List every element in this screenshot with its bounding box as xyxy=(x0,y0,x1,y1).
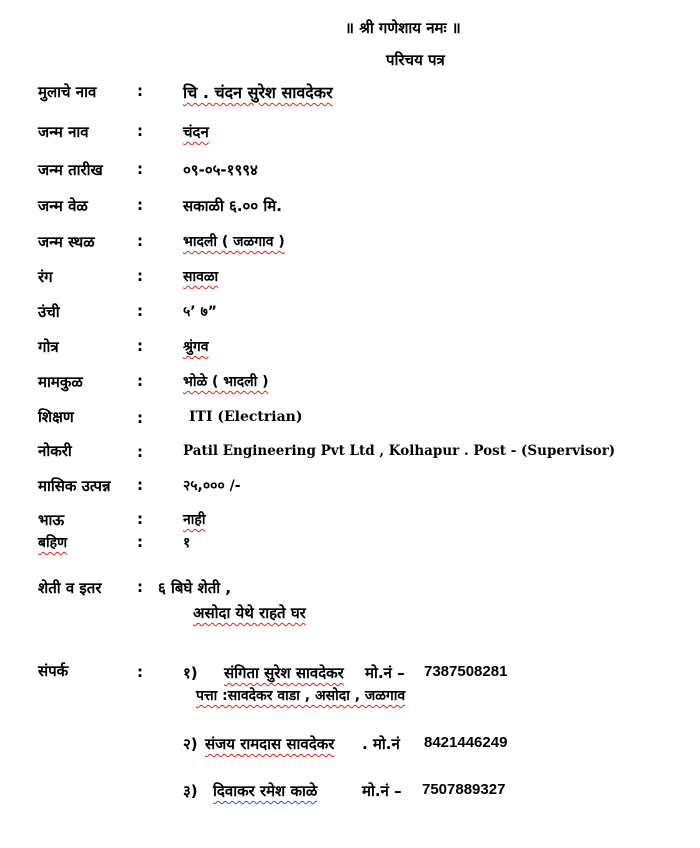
contact-3-number: ३) xyxy=(183,782,198,800)
sister-label xyxy=(38,533,67,552)
mamkul-value xyxy=(183,372,269,391)
colon: : xyxy=(137,267,143,285)
property-line2 xyxy=(193,603,306,623)
contact-1-address xyxy=(196,686,405,705)
birth-name-label: जन्म नाव xyxy=(38,123,89,141)
colon: : xyxy=(137,337,143,355)
sister-value: १ xyxy=(183,535,191,551)
property-line2-text: असोदा येथे राहते घर xyxy=(193,604,306,622)
brother-text: नाही xyxy=(183,512,206,528)
contact-1-phone: 7387508281 xyxy=(424,663,508,680)
colon: : xyxy=(137,510,143,528)
colon: : xyxy=(137,533,143,551)
contact-3-mobile-label: मो.नं – xyxy=(362,782,402,800)
contact-2-number: २) xyxy=(183,735,198,753)
income-label: मासिक उत्पन्न xyxy=(38,477,111,495)
birth-name-text: चंदन xyxy=(183,123,209,141)
job-label: नोकरी xyxy=(38,442,72,460)
colon: : xyxy=(137,409,143,427)
contact-2-mobile-label: . मो.नं xyxy=(362,735,400,753)
name-value xyxy=(183,81,333,103)
brother-value xyxy=(183,510,205,529)
birth-name-value xyxy=(183,122,209,142)
complexion-text: सावळा xyxy=(183,269,219,285)
income-value: २५,००० /- xyxy=(183,478,241,494)
name-label: मुलाचे नाव xyxy=(38,83,97,101)
education-label: शिक्षण xyxy=(38,408,74,426)
height-value: ५’ ७” xyxy=(183,304,217,320)
contact-3-phone: 7507889327 xyxy=(422,781,506,798)
property-line1: ६ बिघे शेती , xyxy=(158,579,232,597)
contact-2-name xyxy=(205,734,334,754)
gotra-text: श्रुंगव xyxy=(183,339,209,355)
name-text: चि . चंदन सुरेश सावदेकर xyxy=(183,83,333,102)
gotra-label: गोत्र xyxy=(38,338,59,356)
colon: : xyxy=(137,372,143,390)
birth-place-text: भादली ( जळगाव ) xyxy=(183,234,285,250)
height-label: उंची xyxy=(38,303,60,321)
colon: : xyxy=(137,160,143,178)
property-label: शेती व इतर xyxy=(38,579,102,597)
contact-3-name-text: दिवाकर रमेश काळे xyxy=(213,782,318,800)
education-value: ITI (Electrian) xyxy=(189,409,303,425)
sister-label-text: बहिण xyxy=(38,535,68,551)
contact-1-number: १) xyxy=(183,664,198,682)
complexion-label: रंग xyxy=(38,268,53,286)
invocation-heading: ॥ श्री गणेशाय नमः ॥ xyxy=(345,19,461,37)
birth-place-label: जन्म स्थळ xyxy=(38,233,95,251)
mamkul-label: मामकुळ xyxy=(38,373,83,391)
birth-time-value: सकाळी ६.०० मि. xyxy=(183,197,282,215)
contact-2-phone: 8421446249 xyxy=(424,734,508,751)
colon: : xyxy=(137,122,143,140)
contact-2-name-text: संजय रामदास सावदेकर xyxy=(205,735,335,753)
mamkul-text: भोळे ( भादली ) xyxy=(183,374,269,390)
contact-1-name xyxy=(224,663,344,683)
contact-1-name-text: संगिता सुरेश सावदेकर xyxy=(224,664,344,682)
contact-1-mobile-label: मो.नं – xyxy=(365,664,405,682)
document-title: परिचय पत्र xyxy=(386,51,445,69)
birth-place-value xyxy=(183,232,285,251)
colon: : xyxy=(137,302,143,320)
colon: : xyxy=(137,196,143,214)
colon: : xyxy=(137,443,143,461)
birth-date-label: जन्म तारीख xyxy=(38,161,103,179)
colon: : xyxy=(137,476,143,494)
colon: : xyxy=(137,82,143,100)
complexion-value xyxy=(183,267,218,286)
job-value: Patil Engineering Pvt Ltd , Kolhapur . Post - (Supervisor) xyxy=(183,443,616,459)
gotra-value xyxy=(183,337,209,356)
contact-3-name xyxy=(213,781,317,801)
colon: : xyxy=(137,663,143,681)
colon: : xyxy=(137,578,143,596)
brother-label: भाऊ xyxy=(38,511,65,529)
birth-date-value: ०९-०५-१९९४ xyxy=(183,161,258,179)
birth-time-label: जन्म वेळ xyxy=(38,197,88,215)
colon: : xyxy=(137,232,143,250)
contact-1-address-text: पत्ता :सावदेकर वाडा , असोदा , जळगाव xyxy=(196,688,406,704)
contact-label: संपर्क xyxy=(38,662,69,680)
